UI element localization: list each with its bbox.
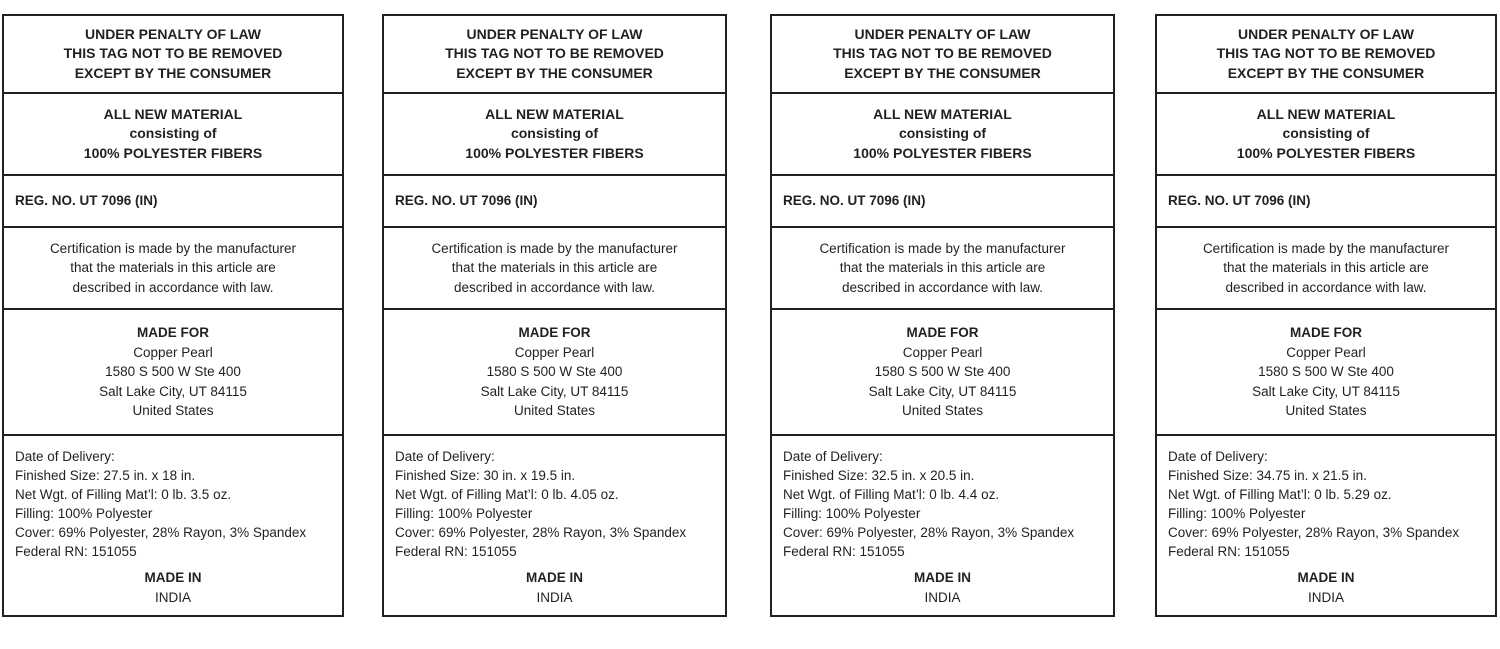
made-in-block [1168, 568, 1484, 607]
certification-section [4, 228, 342, 310]
made-for-line: United States [513, 403, 596, 419]
reg-no-text: REG. NO. UT 7096 (IN) [15, 193, 158, 209]
made-for-heading: MADE FOR [137, 325, 209, 341]
certification-line: Certification is made by the manufacturer [819, 240, 1066, 256]
certification-line: that the materials in this article are [451, 260, 658, 276]
made-for-line: Salt Lake City, UT 84115 [868, 383, 1017, 399]
penalty-section [1157, 16, 1495, 94]
made-for-heading: MADE FOR [518, 325, 591, 341]
penalty-line: EXCEPT BY THE CONSUMER [456, 64, 653, 81]
made-for-line: 1580 S 500 W Ste 400 [1258, 364, 1394, 380]
penalty-line: UNDER PENALTY OF LAW [1237, 25, 1415, 42]
made-in-country: INDIA [154, 589, 191, 605]
law-tag-3 [770, 14, 1115, 617]
net-weight: Net Wgt. of Filling Mat’l: 0 lb. 4.4 oz. [783, 487, 1000, 502]
federal-rn: Federal RN: 151055 [15, 544, 137, 559]
date-of-delivery: Date of Delivery: [15, 449, 115, 464]
material-line: 100% POLYESTER FIBERS [465, 144, 644, 161]
made-for-line: Copper Pearl [902, 344, 983, 360]
made-in-country: INDIA [924, 589, 961, 605]
certification-line: described in accordance with law. [1225, 279, 1427, 295]
cover: Cover: 69% Polyester, 28% Rayon, 3% Spandex [783, 525, 1075, 540]
certification-line: Certification is made by the manufacturer [1202, 240, 1450, 256]
details-section [4, 436, 342, 615]
certification-line: that the materials in this article are [1223, 260, 1429, 276]
certification-section [1157, 228, 1495, 310]
made-in-block [783, 568, 1102, 607]
reg-no-section [1157, 176, 1495, 228]
reg-no-section [384, 176, 725, 228]
penalty-section [4, 16, 342, 94]
made-for-line: Copper Pearl [133, 344, 213, 360]
made-for-line: Copper Pearl [1286, 344, 1366, 360]
certification-line: Certification is made by the manufacturer [431, 240, 678, 256]
made-for-line: Copper Pearl [514, 344, 595, 360]
made-for-section [1157, 310, 1495, 436]
material-line: 100% POLYESTER FIBERS [1236, 144, 1416, 161]
material-line: consisting of [1282, 125, 1370, 142]
made-for-line: Salt Lake City, UT 84115 [1252, 383, 1400, 399]
made-for-line: 1580 S 500 W Ste 400 [486, 364, 623, 380]
finished-size: Finished Size: 30 in. x 19.5 in. [395, 468, 576, 483]
net-weight: Net Wgt. of Filling Mat’l: 0 lb. 3.5 oz. [15, 487, 232, 502]
made-in-heading: MADE IN [526, 570, 583, 585]
penalty-line: UNDER PENALTY OF LAW [84, 25, 262, 42]
penalty-line: EXCEPT BY THE CONSUMER [74, 64, 272, 81]
certification-line: that the materials in this article are [839, 260, 1046, 276]
reg-no-section [4, 176, 342, 228]
penalty-line: THIS TAG NOT TO BE REMOVED [833, 45, 1052, 62]
made-for-line: Salt Lake City, UT 84115 [480, 383, 629, 399]
date-of-delivery: Date of Delivery: [395, 449, 495, 464]
material-line: consisting of [129, 125, 217, 142]
net-weight: Net Wgt. of Filling Mat’l: 0 lb. 5.29 oz. [1168, 487, 1392, 502]
made-in-country: INDIA [536, 589, 573, 605]
material-line: consisting of [898, 125, 987, 142]
federal-rn: Federal RN: 151055 [783, 544, 905, 559]
certification-line: described in accordance with law. [72, 279, 274, 295]
material-section [772, 94, 1113, 176]
date-of-delivery: Date of Delivery: [1168, 449, 1268, 464]
made-for-line: 1580 S 500 W Ste 400 [105, 364, 241, 380]
material-line: 100% POLYESTER FIBERS [853, 144, 1032, 161]
made-for-section [772, 310, 1113, 436]
filling: Filling: 100% Polyester [15, 506, 153, 521]
finished-size: Finished Size: 27.5 in. x 18 in. [15, 468, 196, 483]
cover: Cover: 69% Polyester, 28% Rayon, 3% Spandex [395, 525, 687, 540]
material-line: ALL NEW MATERIAL [1256, 105, 1396, 122]
net-weight: Net Wgt. of Filling Mat’l: 0 lb. 4.05 oz. [395, 487, 619, 502]
made-in-heading: MADE IN [914, 570, 971, 585]
reg-no-section [772, 176, 1113, 228]
made-for-line: United States [901, 403, 984, 419]
made-for-section [384, 310, 725, 436]
filling: Filling: 100% Polyester [1168, 506, 1306, 521]
certification-line: that the materials in this article are [70, 260, 276, 276]
law-tag-4 [1155, 14, 1497, 617]
made-in-heading: MADE IN [144, 570, 202, 585]
filling: Filling: 100% Polyester [395, 506, 533, 521]
federal-rn: Federal RN: 151055 [395, 544, 517, 559]
certification-line: described in accordance with law. [453, 279, 656, 295]
finished-size: Finished Size: 34.75 in. x 21.5 in. [1168, 468, 1367, 483]
details-section [772, 436, 1113, 615]
penalty-line: EXCEPT BY THE CONSUMER [844, 64, 1041, 81]
finished-size: Finished Size: 32.5 in. x 20.5 in. [783, 468, 975, 483]
reg-no-text: REG. NO. UT 7096 (IN) [1168, 193, 1311, 209]
penalty-line: THIS TAG NOT TO BE REMOVED [1216, 45, 1436, 62]
material-line: ALL NEW MATERIAL [873, 105, 1012, 122]
certification-section [772, 228, 1113, 310]
penalty-section [384, 16, 725, 94]
made-in-block [15, 568, 331, 607]
filling: Filling: 100% Polyester [783, 506, 921, 521]
penalty-line: UNDER PENALTY OF LAW [854, 25, 1031, 42]
law-tag-1 [2, 14, 344, 617]
made-in-heading: MADE IN [1297, 570, 1355, 585]
penalty-line: EXCEPT BY THE CONSUMER [1227, 64, 1425, 81]
made-in-country: INDIA [1307, 589, 1344, 605]
made-for-line: United States [132, 403, 214, 419]
made-for-heading: MADE FOR [1290, 325, 1362, 341]
reg-no-text: REG. NO. UT 7096 (IN) [783, 193, 926, 209]
material-section [1157, 94, 1495, 176]
made-for-section [4, 310, 342, 436]
made-in-block [395, 568, 714, 607]
made-for-line: United States [1285, 403, 1367, 419]
made-for-line: 1580 S 500 W Ste 400 [874, 364, 1011, 380]
penalty-line: THIS TAG NOT TO BE REMOVED [63, 45, 283, 62]
certification-line: Certification is made by the manufacturer [49, 240, 297, 256]
material-line: ALL NEW MATERIAL [103, 105, 243, 122]
material-line: ALL NEW MATERIAL [485, 105, 624, 122]
penalty-section [772, 16, 1113, 94]
details-section [1157, 436, 1495, 615]
material-section [384, 94, 725, 176]
certification-line: described in accordance with law. [841, 279, 1044, 295]
penalty-line: THIS TAG NOT TO BE REMOVED [445, 45, 664, 62]
cover: Cover: 69% Polyester, 28% Rayon, 3% Spandex [15, 525, 307, 540]
reg-no-text: REG. NO. UT 7096 (IN) [395, 193, 538, 209]
date-of-delivery: Date of Delivery: [783, 449, 883, 464]
made-for-line: Salt Lake City, UT 84115 [99, 383, 247, 399]
law-tag-2 [382, 14, 727, 617]
material-line: consisting of [510, 125, 599, 142]
penalty-line: UNDER PENALTY OF LAW [466, 25, 643, 42]
federal-rn: Federal RN: 151055 [1168, 544, 1290, 559]
details-section [384, 436, 725, 615]
cover: Cover: 69% Polyester, 28% Rayon, 3% Spandex [1168, 525, 1460, 540]
certification-section [384, 228, 725, 310]
material-line: 100% POLYESTER FIBERS [83, 144, 263, 161]
made-for-heading: MADE FOR [906, 325, 979, 341]
material-section [4, 94, 342, 176]
